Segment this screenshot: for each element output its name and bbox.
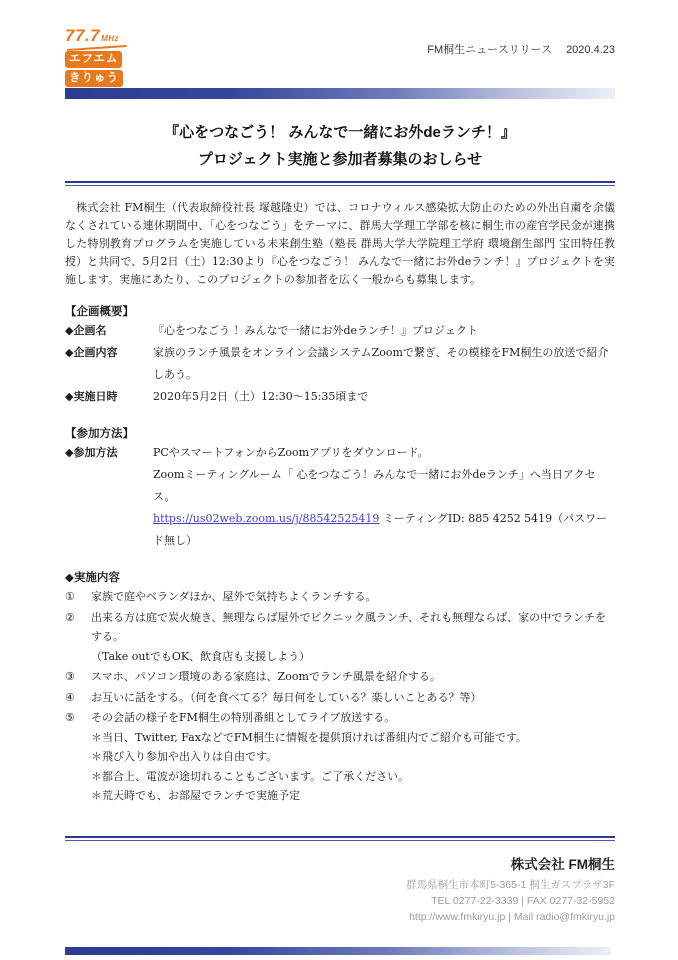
overview-item-datetime-text: 2020年5月2日（土）12:30～15:35頃まで (153, 390, 369, 403)
logo-block-fuemu: エフエム (65, 51, 122, 68)
detail-item-2-text (91, 608, 615, 667)
footer-contact-info (65, 877, 615, 925)
fm-kiryu-logo (65, 28, 127, 87)
note-4: ＊荒天時でも、お部屋でランチで実施予定 (91, 789, 300, 802)
footer-divider (65, 836, 615, 841)
participation-heading: 【参加方法】 (65, 426, 134, 440)
footer-tel-fax: TEL 0277-22-3339 | FAX 0277-32-5952 (431, 895, 615, 907)
page-title (65, 119, 615, 173)
intro-paragraph: 株式会社 FM桐生（代表取締役社長 塚越隆史）では、コロナウィルス感染拡大防止のための外出自粛を余儀なくされている連休期間中、「心をつなごう」をテーマに、群馬大学理工学部を核に桐生市の産官学民金が連携した特別教育プログラムを実施している未来創生塾（塾長 群馬大学大学院理工学府 環境創生部門 宝田特任教授）と共同で、5月2日（土）12:30より『心をつなごう！ みんなで一緒にお外deランチ！』プロジェクトを実施します。実施にあたり、このプロジェクトの参加者を広く一般からも募集します。 (65, 201, 615, 286)
note-3: ＊都合上、電波が途切れることもございます。ご了承ください。 (91, 769, 410, 783)
detail-item-4 (65, 688, 615, 708)
participation-block (65, 442, 615, 552)
logo-block-kiryu: きりゅう (65, 70, 123, 87)
title-divider (65, 181, 615, 186)
detail-item-5 (65, 708, 615, 728)
footer-web-mail: http://www.fmkiryu.jp | Mail radio@fmkiryu.jp (409, 911, 615, 923)
detail-item-2-number: ② (65, 610, 75, 624)
logo-frequency-number: 77.7 (65, 26, 101, 45)
note-2: ＊飛び入り参加や出入りは自由です。 (91, 750, 278, 763)
participation-line3 (153, 508, 615, 552)
details-heading: ◆実施内容 (65, 570, 120, 584)
meeting-id-text: ミーティングID: 885 4252 5419（パスワード無し） (153, 512, 608, 547)
overview-item-name-text: 『心をつなごう ！みんなで一緒にお外deランチ！』プロジェクト (153, 324, 478, 337)
title-line1: 『心をつなごう！ みんなで一緒にお外deランチ！』 (164, 124, 516, 141)
detail-item-1-number: ① (65, 590, 75, 603)
overview-item-content-text: 家族のランチ風景をオンライン会議システムZoomで繋ぎ、その模様をFM桐生の放送で紹介しあう。 (153, 346, 609, 381)
detail-item-5-text: その会話の様子をFM桐生の特別番組としてライブ放送する。 (91, 711, 396, 724)
detail-item-1 (65, 587, 615, 607)
release-label: FM桐生ニュースリリース (427, 44, 553, 56)
header-gradient-bar (65, 88, 615, 99)
logo-mhz-label: MHz (101, 34, 120, 43)
release-date: 2020.4.23 (566, 44, 615, 56)
overview-item-datetime-label: ◆実施日時 (65, 390, 118, 403)
detail-item-2 (65, 608, 615, 667)
overview-item-name (65, 320, 615, 342)
release-header (427, 41, 615, 57)
detail-item-3-number: ③ (65, 670, 75, 683)
detail-item-3 (65, 667, 615, 687)
participation-line2: Zoomミーティングルーム「 心をつなごう！みんなで一緒にお外deランチ」へ当日アクセス。 (153, 468, 596, 503)
detail-item-4-text: お互いに話をする。（何を食べてる？毎日何をしている？楽しいことある？等） (91, 690, 482, 704)
footer-address: 群馬県桐生市本町5-365-1 桐生ガスプラザ3F (406, 879, 615, 891)
overview-heading: 【企画概要】 (65, 304, 134, 318)
detail-item-5-number: ⑤ (65, 711, 75, 724)
logo-frequency (65, 28, 127, 47)
overview-item-content (65, 342, 615, 386)
note-1: ＊当日、Twitter, FaxなどでFM桐生に情報を提供頂ければ番組内でご紹介も可能です。 (91, 730, 527, 744)
detail-item-4-number: ④ (65, 690, 75, 704)
detail-item-2-main: 出来る方は庭で炭火焼き、無理ならば屋外でピクニック風ランチ、それも無理ならば、家の中でランチをする。 (91, 610, 607, 643)
footer (65, 828, 615, 925)
overview-item-name-label: ◆企画名 (65, 324, 107, 337)
footer-company-name: 株式会社 FM桐生 (510, 857, 615, 872)
participation-label: ◆参加方法 (65, 446, 118, 459)
zoom-meeting-link[interactable]: https://us02web.zoom.us/j/88542525419 (153, 512, 380, 525)
overview-item-datetime (65, 386, 615, 408)
participation-line1: PCやスマートフォンからZoomアプリをダウンロード。 (153, 446, 429, 459)
detail-item-2-sub: （Take outでもOK、飲食店も支援しよう） (91, 649, 311, 663)
participation-lines (153, 442, 615, 552)
detail-item-3-text: スマホ、パソコン環境のある家庭は、Zoomでランチ風景を紹介する。 (91, 670, 441, 683)
header (65, 28, 615, 86)
footer-gradient-bar (65, 947, 611, 955)
overview-item-content-label: ◆企画内容 (65, 346, 118, 359)
detail-item-1-text: 家族で庭やベランダほか、屋外で気持ちよくランチする。 (91, 590, 377, 603)
title-line2: プロジェクト実施と参加者募集のおしらせ (197, 151, 483, 168)
